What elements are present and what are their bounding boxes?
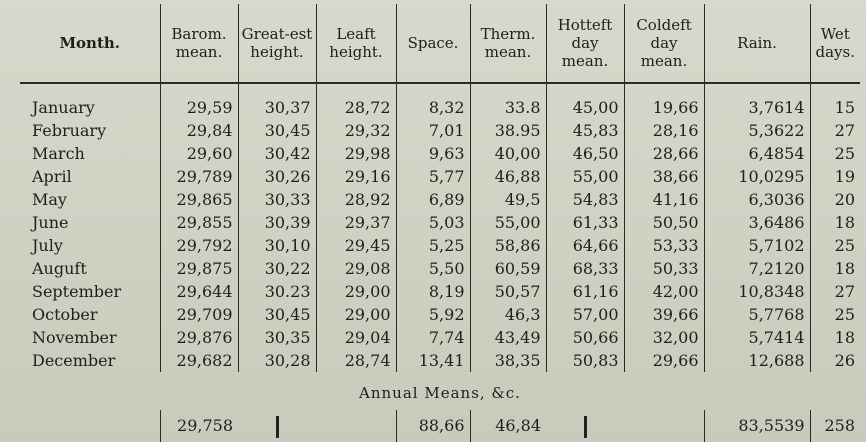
cell-wet-days: 15 [810, 83, 860, 119]
cell-hottest-day-mean: 45,00 [546, 83, 624, 119]
cell-month: Auguft [32, 259, 87, 278]
cell-barom-mean: 29,60 [160, 142, 238, 165]
cell-greatest-height: 30,37 [238, 83, 316, 119]
table-row [20, 211, 860, 234]
annual-wet: 258 [810, 410, 860, 442]
cell-therm-mean: 50,57 [470, 280, 546, 303]
cell-therm-mean: 55,00 [470, 211, 546, 234]
cell-wet-days: 25 [810, 234, 860, 257]
header-least-height: Leaft height. [316, 4, 396, 83]
cell-rain: 7,2120 [704, 257, 810, 280]
cell-therm-mean: 46,3 [470, 303, 546, 326]
annual-totals-row [20, 410, 860, 442]
cell-coldest-day-mean: 32,00 [624, 326, 704, 349]
cell-wet-days: 25 [810, 142, 860, 165]
cell-month: March [32, 144, 85, 163]
cell-hottest-day-mean: 50,66 [546, 326, 624, 349]
cell-least-height: 29,08 [316, 257, 396, 280]
cell-rain: 5,7768 [704, 303, 810, 326]
cell-rain: 6,3036 [704, 188, 810, 211]
cell-greatest-height: 30.23 [238, 280, 316, 303]
cell-rain: 5,3622 [704, 119, 810, 142]
table-row [20, 165, 860, 188]
cell-wet-days: 18 [810, 326, 860, 349]
cell-space: 8,19 [396, 280, 470, 303]
cell-hottest-day-mean: 55,00 [546, 165, 624, 188]
weather-table [20, 4, 860, 442]
header-month: Month. [20, 4, 160, 83]
cell-wet-days: 20 [810, 188, 860, 211]
cell-greatest-height: 30,45 [238, 119, 316, 142]
cell-hottest-day-mean: 64,66 [546, 234, 624, 257]
cell-rain: 5,7102 [704, 234, 810, 257]
cell-barom-mean: 29,84 [160, 119, 238, 142]
cell-hottest-day-mean: 54,83 [546, 188, 624, 211]
cell-barom-mean: 29,682 [160, 349, 238, 372]
cell-wet-days: 18 [810, 211, 860, 234]
cell-greatest-height: 30,35 [238, 326, 316, 349]
table-row [20, 280, 860, 303]
table-row [20, 142, 860, 165]
table-row [20, 326, 860, 349]
header-greatest-height: Great-est height. [238, 4, 316, 83]
cell-barom-mean: 29,709 [160, 303, 238, 326]
cell-barom-mean: 29,876 [160, 326, 238, 349]
cell-space: 5,03 [396, 211, 470, 234]
cell-space: 5,25 [396, 234, 470, 257]
annual-means-row [20, 372, 860, 410]
annual-least-cell [316, 410, 396, 442]
cell-month: June [32, 213, 69, 232]
cell-least-height: 29,04 [316, 326, 396, 349]
cell-space: 7,74 [396, 326, 470, 349]
header-barom-mean: Barom. mean. [160, 4, 238, 83]
header-space: Space. [396, 4, 470, 83]
cell-least-height: 29,45 [316, 234, 396, 257]
annual-hottest-cell [546, 410, 624, 442]
annual-means-label: Annual Means, &c. [359, 384, 521, 402]
header-rain: Rain. [704, 4, 810, 83]
cell-space: 7,01 [396, 119, 470, 142]
cell-hottest-day-mean: 68,33 [546, 257, 624, 280]
cell-coldest-day-mean: 50,50 [624, 211, 704, 234]
rule-mark [276, 416, 279, 438]
cell-least-height: 29,32 [316, 119, 396, 142]
cell-hottest-day-mean: 46,50 [546, 142, 624, 165]
cell-hottest-day-mean: 45,83 [546, 119, 624, 142]
cell-barom-mean: 29,792 [160, 234, 238, 257]
cell-coldest-day-mean: 50,33 [624, 257, 704, 280]
cell-greatest-height: 30,42 [238, 142, 316, 165]
cell-month: May [32, 190, 67, 209]
cell-therm-mean: 46,88 [470, 165, 546, 188]
cell-coldest-day-mean: 29,66 [624, 349, 704, 372]
cell-wet-days: 19 [810, 165, 860, 188]
table-row [20, 257, 860, 280]
cell-coldest-day-mean: 53,33 [624, 234, 704, 257]
cell-wet-days: 18 [810, 257, 860, 280]
cell-rain: 12,688 [704, 349, 810, 372]
header-wet-days: Wet days. [810, 4, 860, 83]
cell-therm-mean: 38,35 [470, 349, 546, 372]
table-row [20, 188, 860, 211]
cell-therm-mean: 58,86 [470, 234, 546, 257]
table-row [20, 303, 860, 326]
cell-space: 5,77 [396, 165, 470, 188]
cell-wet-days: 27 [810, 119, 860, 142]
cell-coldest-day-mean: 38,66 [624, 165, 704, 188]
cell-greatest-height: 30,28 [238, 349, 316, 372]
cell-rain: 10,0295 [704, 165, 810, 188]
cell-barom-mean: 29,875 [160, 257, 238, 280]
cell-least-height: 29,16 [316, 165, 396, 188]
cell-greatest-height: 30,22 [238, 257, 316, 280]
annual-month-cell [20, 410, 160, 442]
cell-least-height: 28,92 [316, 188, 396, 211]
cell-least-height: 28,74 [316, 349, 396, 372]
table-row [20, 234, 860, 257]
cell-least-height: 29,98 [316, 142, 396, 165]
cell-least-height: 29,00 [316, 280, 396, 303]
cell-therm-mean: 60,59 [470, 257, 546, 280]
cell-month: January [32, 98, 95, 117]
cell-month: February [32, 121, 107, 140]
cell-coldest-day-mean: 39,66 [624, 303, 704, 326]
cell-therm-mean: 40,00 [470, 142, 546, 165]
cell-barom-mean: 29,644 [160, 280, 238, 303]
cell-rain: 5,7414 [704, 326, 810, 349]
cell-therm-mean: 33.8 [470, 83, 546, 119]
cell-wet-days: 25 [810, 303, 860, 326]
cell-greatest-height: 30,45 [238, 303, 316, 326]
cell-least-height: 29,00 [316, 303, 396, 326]
cell-wet-days: 26 [810, 349, 860, 372]
cell-space: 5,50 [396, 257, 470, 280]
cell-coldest-day-mean: 19,66 [624, 83, 704, 119]
header-coldest-day-mean: Coldeft day mean. [624, 4, 704, 83]
rule-mark [584, 416, 587, 438]
cell-rain: 6,4854 [704, 142, 810, 165]
cell-least-height: 28,72 [316, 83, 396, 119]
cell-greatest-height: 30,39 [238, 211, 316, 234]
cell-month: December [32, 351, 116, 370]
cell-therm-mean: 38.95 [470, 119, 546, 142]
cell-month: November [32, 328, 117, 347]
cell-greatest-height: 30,26 [238, 165, 316, 188]
annual-greatest-cell [238, 410, 316, 442]
cell-wet-days: 27 [810, 280, 860, 303]
annual-space: 88,66 [396, 410, 470, 442]
cell-month: July [32, 236, 63, 255]
table-row [20, 83, 860, 119]
cell-space: 6,89 [396, 188, 470, 211]
cell-greatest-height: 30,33 [238, 188, 316, 211]
header-hottest-day-mean: Hotteft day mean. [546, 4, 624, 83]
header-row [20, 4, 860, 83]
cell-therm-mean: 43,49 [470, 326, 546, 349]
cell-barom-mean: 29,865 [160, 188, 238, 211]
annual-coldest-cell [624, 410, 704, 442]
cell-hottest-day-mean: 61,33 [546, 211, 624, 234]
header-therm-mean: Therm. mean. [470, 4, 546, 83]
cell-coldest-day-mean: 28,16 [624, 119, 704, 142]
cell-barom-mean: 29,789 [160, 165, 238, 188]
cell-hottest-day-mean: 50,83 [546, 349, 624, 372]
cell-barom-mean: 29,855 [160, 211, 238, 234]
cell-rain: 10,8348 [704, 280, 810, 303]
cell-least-height: 29,37 [316, 211, 396, 234]
cell-month: October [32, 305, 98, 324]
annual-rain: 83,5539 [704, 410, 810, 442]
annual-therm: 46,84 [470, 410, 546, 442]
cell-rain: 3,7614 [704, 83, 810, 119]
cell-therm-mean: 49,5 [470, 188, 546, 211]
table-body [20, 83, 860, 372]
cell-rain: 3,6486 [704, 211, 810, 234]
cell-barom-mean: 29,59 [160, 83, 238, 119]
table-row [20, 349, 860, 372]
cell-month: September [32, 282, 122, 301]
cell-space: 8,32 [396, 83, 470, 119]
annual-barom: 29,758 [160, 410, 238, 442]
cell-space: 13,41 [396, 349, 470, 372]
cell-coldest-day-mean: 42,00 [624, 280, 704, 303]
cell-coldest-day-mean: 41,16 [624, 188, 704, 211]
table-row [20, 119, 860, 142]
cell-coldest-day-mean: 28,66 [624, 142, 704, 165]
cell-greatest-height: 30,10 [238, 234, 316, 257]
cell-month: April [32, 167, 72, 186]
cell-hottest-day-mean: 61,16 [546, 280, 624, 303]
cell-space: 5,92 [396, 303, 470, 326]
cell-hottest-day-mean: 57,00 [546, 303, 624, 326]
cell-space: 9,63 [396, 142, 470, 165]
